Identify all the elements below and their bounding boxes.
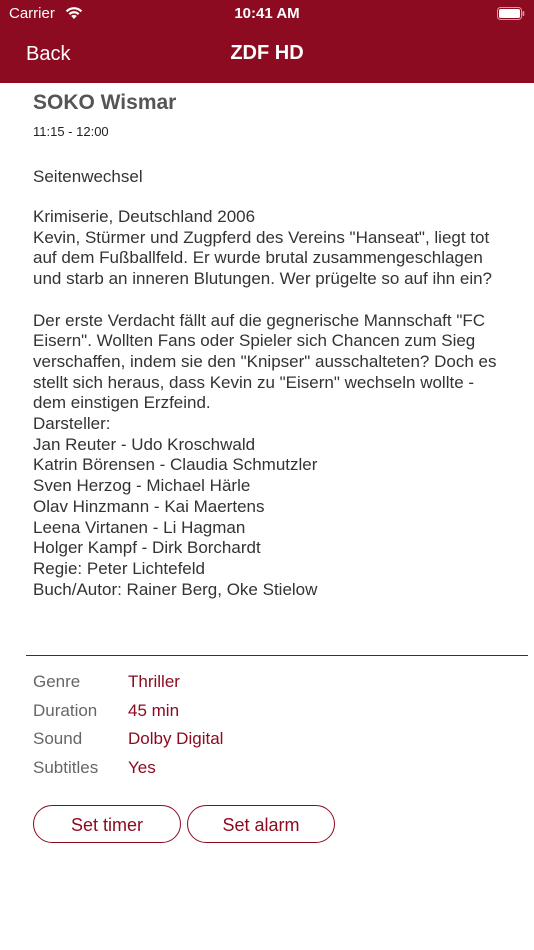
detail-row-subtitles bbox=[33, 754, 223, 783]
set-alarm-button[interactable]: Set alarm bbox=[187, 805, 335, 843]
section-divider bbox=[26, 655, 528, 656]
clock: 10:41 AM bbox=[234, 5, 300, 22]
detail-label: Subtitles bbox=[33, 757, 99, 777]
status-bar bbox=[0, 0, 534, 28]
detail-row-sound bbox=[33, 725, 223, 754]
program-description: Krimiserie, Deutschland 2006 Kevin, Stürmer und Zugpferd des Vereins "Hanseat", liegt tot auf dem Fußballfeld. Er wurde brutal zusammengeschlagen und starb an inneren Blutungen. Wer prügelte so auf ihn ein? Der erste Verdacht fällt auf die gegnerische Mannschaft "FC Eisern". Wollten Fans oder Spieler sich Chancen zum Sieg verschaffen, indem sie den "Knipser" ausschalteten? Doch es stellt sich heraus, dass Kevin zu "Eisern" wechseln wollte - dem einstigen Erzfeind. Darsteller: Jan Reuter - Udo Kroschwald Katrin Börensen - Claudia Schmutzler Sven Herzog - Michael Härle Olav Hinzmann - Kai Maertens Leena Virtanen - Li Hagman Holger Kampf - Dirk Borchardt Regie: Peter Lichtefeld Buch/Autor: Rainer Berg, Oke Stielow bbox=[33, 207, 497, 599]
detail-row-genre bbox=[33, 668, 223, 697]
set-timer-button[interactable]: Set timer bbox=[33, 805, 181, 843]
program-time: 11:15 - 12:00 bbox=[33, 124, 109, 139]
detail-value: 45 min bbox=[128, 700, 180, 720]
back-button[interactable]: Back bbox=[26, 43, 71, 65]
carrier-label: Carrier bbox=[9, 5, 55, 22]
detail-value: Thriller bbox=[128, 672, 180, 692]
detail-value: Dolby Digital bbox=[128, 729, 224, 749]
program-title: SOKO Wismar bbox=[33, 91, 177, 114]
detail-row-duration bbox=[33, 697, 223, 726]
details-list bbox=[33, 668, 223, 782]
battery-icon bbox=[497, 7, 525, 20]
header-bar bbox=[0, 0, 534, 83]
detail-value: Yes bbox=[128, 757, 156, 777]
program-content bbox=[33, 89, 508, 600]
detail-label: Duration bbox=[33, 700, 98, 720]
nav-bar bbox=[0, 28, 534, 83]
detail-label: Genre bbox=[33, 672, 81, 692]
channel-title: ZDF HD bbox=[230, 42, 304, 64]
episode-title: Seitenwechsel bbox=[33, 167, 143, 186]
detail-label: Sound bbox=[33, 729, 83, 749]
